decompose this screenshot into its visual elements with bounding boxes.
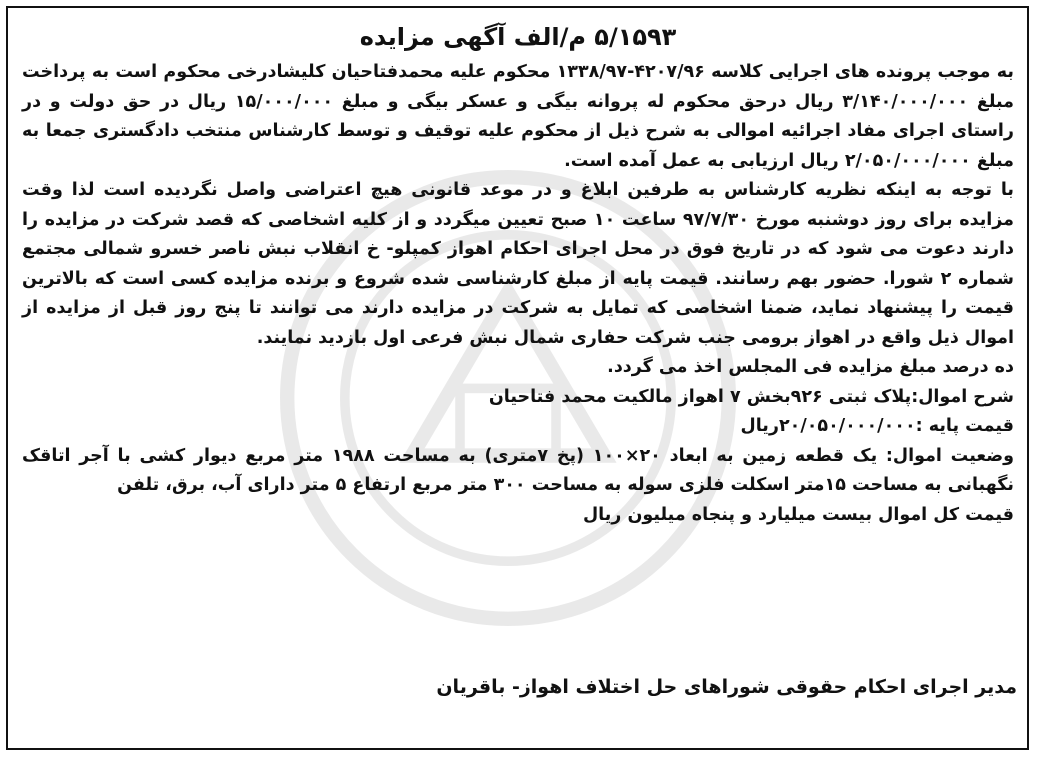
property-description-line: شرح اموال:پلاک ثبتی ۹۲۶بخش ۷ اهواز مالکیت محمد فتاحیان: [488, 386, 1014, 407]
total-price-line: قیمت کل اموال بیست میلیارد و پنجاه میلیون ریال: [582, 504, 1014, 525]
deposit-line: ده درصد مبلغ مزایده فی المجلس اخذ می گردد.: [607, 357, 1014, 377]
signature-footer: مدیر اجرای احکام حقوقی شوراهای حل اختلاف اهواز- باقریان: [436, 676, 1017, 698]
notice-document: [22, 20, 1014, 530]
paragraph-case-details: به موجب پرونده های اجرایی کلاسه ۴۲۰۷/۹۶-۱۳۳۸/۹۷ محکوم علیه محمدفتاحیان کلیشادرخی محکوم است به پرداخت مبلغ ۳/۱۴۰/۰۰۰/۰۰۰ ریال درحق محکوم له پروانه بیگی و عسکر بیگی و مبلغ ۱۵/۰۰۰/۰۰۰ ریال در حق دولت و در راستای اجرای مفاد اجرائیه اموالی به شرح ذیل از محکوم علیه توقیف و توسط کارشناس منتخب دادگستری جمعا به مبلغ ۲/۰۵۰/۰۰۰/۰۰۰ ریال ارزیابی به عمل آمده است.: [22, 62, 1014, 171]
property-status-paragraph: وضعیت اموال: یک قطعه زمین به ابعاد ۲۰×۱۰۰ (پخ ۷متری) به مساحت ۱۹۸۸ متر مربع دیوار کشی با آجر اتاقک نگهبانی به مساحت ۱۵متر اسکلت فلزی سوله به مساحت ۳۰۰ متر مربع ارتفاع ۵ متر دارای آب، برق، تلفن: [22, 445, 1015, 495]
paragraph-auction-details: با توجه به اینکه نظریه کارشناس به طرفین ابلاغ و در موعد قانونی هیچ اعتراضی واصل نگردیده است لذا وقت مزایده برای روز دوشنبه مورخ ۹۷/۷/۳۰ ساعت ۱۰ صبح تعیین میگردد و از کلیه اشخاصی که قصد شرکت در مزایده را دارند دعوت می شود که در تاریخ فوق در محل اجرای احکام اهواز کمپلو- خ انقلاب نبش ناصر خسرو شمالی مجتمع شماره ۲ شورا. حضور بهم رسانند. قیمت پایه از مبلغ کارشناسی شده شروع و برنده مزایده کسی است که بالاترین قیمت را پیشنهاد نماید، ضمنا اشخاصی که تمایل به شرکت در مزایده دارند می توانند تا پنج روز قبل از مزایده از اموال ذیل واقع در اهواز برومی جنب شرکت حفاری شمال نبش فرعی اول بازدید نمایند.: [22, 180, 1014, 348]
notice-title: ۵/۱۵۹۳ م/الف آگهی مزایده: [359, 23, 677, 51]
base-price-line: قیمت پایه :۲۰/۰۵۰/۰۰۰/۰۰۰ریال: [740, 416, 1014, 436]
